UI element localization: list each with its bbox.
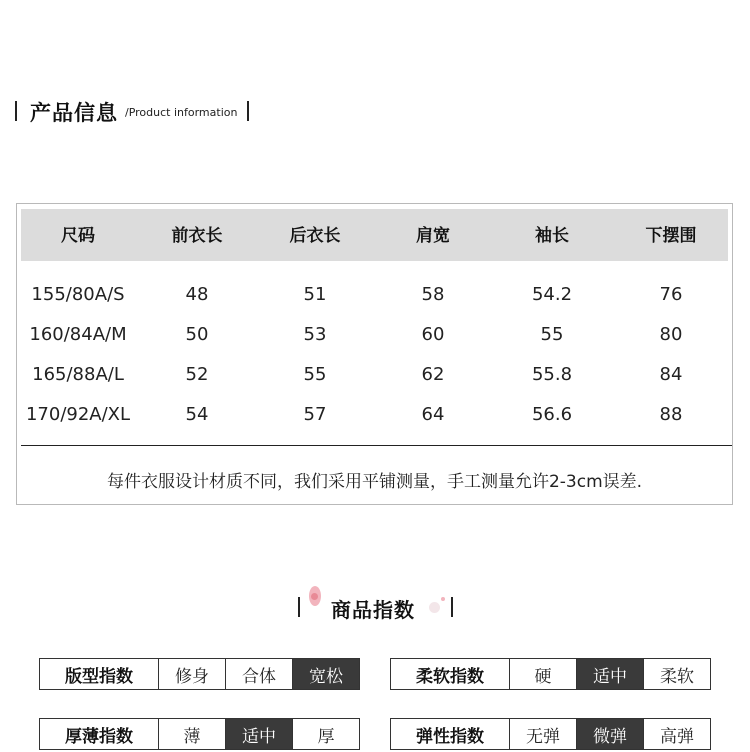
index-option: 薄: [159, 719, 226, 749]
index-option: 厚: [317, 726, 335, 747]
size-table-cell: 64: [421, 404, 445, 425]
index-option: 适中: [226, 719, 293, 749]
size-table-cell: 55: [303, 364, 327, 385]
index-label: 版型指数: [40, 659, 159, 689]
size-table-cell: 160/84A/M: [29, 324, 127, 345]
index-option: 无弹: [510, 719, 577, 749]
size-table-cell: 58: [421, 284, 445, 305]
decor-dot-light: [429, 602, 440, 613]
size-table-cell: 84: [659, 364, 683, 385]
title-right-bar: [247, 101, 249, 121]
size-table-cell: 48: [185, 284, 209, 305]
size-table-header-cell: 尺码: [61, 226, 95, 246]
index-row-elasticity: [390, 718, 711, 750]
size-table-cell: 54: [185, 404, 209, 425]
size-table-divider: [21, 445, 732, 446]
size-table-cell: 51: [303, 284, 327, 305]
product-info-subtitle: /Product information: [125, 106, 238, 119]
size-table-cell: 155/80A/S: [31, 284, 125, 305]
index-option: 合体: [226, 659, 293, 689]
index-option: 硬: [510, 659, 577, 689]
index-option: 柔软: [660, 666, 694, 687]
index-title-right-bar: [451, 597, 453, 617]
size-table-cell: 54.2: [531, 284, 573, 305]
index-title-left-bar: [298, 597, 300, 617]
product-index-title: 商品指数: [331, 598, 415, 622]
size-table-cell: 50: [185, 324, 209, 345]
index-label: 柔软指数: [391, 659, 510, 689]
index-row-fit: [39, 658, 360, 690]
size-table-cell: 88: [659, 404, 683, 425]
index-option: 适中: [577, 659, 644, 689]
index-option: 微弹: [577, 719, 644, 749]
size-table-cell: 52: [185, 364, 209, 385]
size-table-header-cell: 前衣长: [171, 226, 223, 246]
decor-dot-tiny: [441, 597, 445, 601]
size-table-cell: 76: [659, 284, 683, 305]
size-table-cell: 170/92A/XL: [25, 404, 131, 425]
size-table-header: [21, 209, 728, 261]
index-option: 修身: [159, 659, 226, 689]
product-info-title: 产品信息: [30, 101, 118, 125]
index-option: 宽松: [293, 659, 359, 689]
index-option: 高弹: [660, 726, 694, 747]
size-table-cell: 56.6: [531, 404, 573, 425]
size-table-header-cell: 后衣长: [289, 226, 341, 246]
size-table-cell: 165/88A/L: [32, 364, 124, 385]
index-label: 弹性指数: [391, 719, 510, 749]
size-table: [16, 203, 733, 505]
size-table-header-cell: 肩宽: [416, 226, 450, 246]
size-table-cell: 60: [421, 324, 445, 345]
size-table-note: 每件衣服设计材质不同，我们采用平铺测量，手工测量允许2-3cm误差.: [106, 472, 643, 492]
size-table-cell: 57: [303, 404, 327, 425]
index-row-thickness: [39, 718, 360, 750]
size-table-cell: 53: [303, 324, 327, 345]
size-table-header-cell: 袖长: [535, 226, 569, 246]
size-table-cell: 55: [540, 324, 564, 345]
index-row-softness: [390, 658, 711, 690]
size-table-cell: 55.8: [531, 364, 573, 385]
size-table-cell: 80: [659, 324, 683, 345]
index-label: 厚薄指数: [40, 719, 159, 749]
size-table-header-cell: 下摆围: [645, 226, 697, 246]
size-table-cell: 62: [421, 364, 445, 385]
decor-dot-pink-small: [311, 593, 318, 600]
title-left-bar: [15, 101, 17, 121]
